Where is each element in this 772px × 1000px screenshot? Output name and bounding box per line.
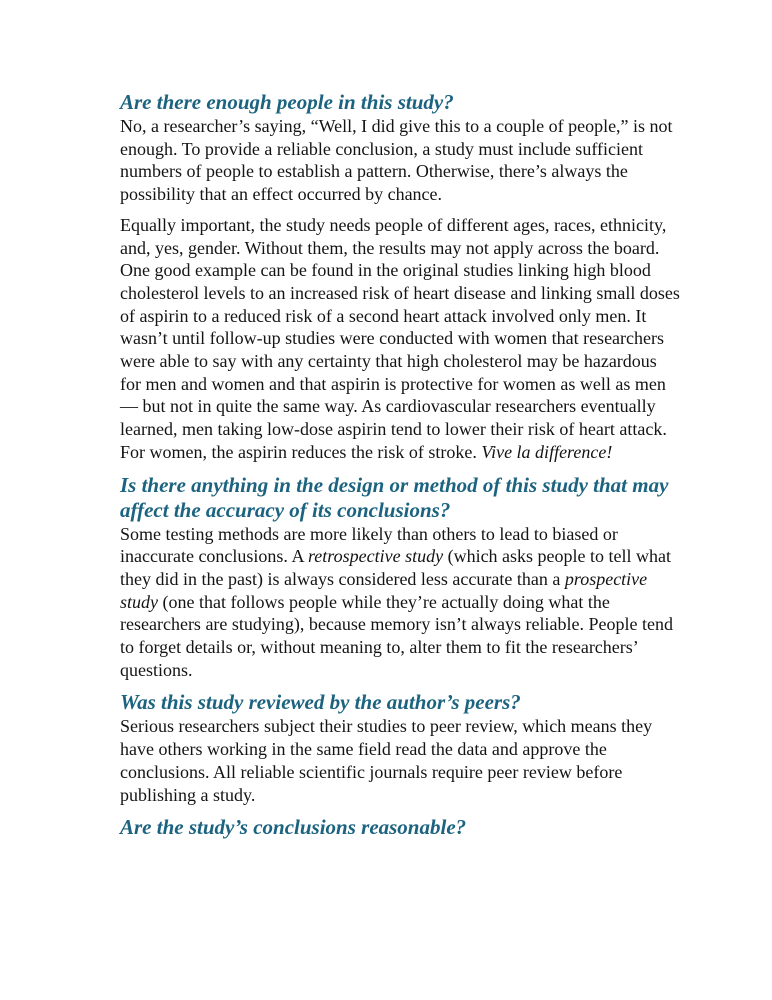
term-prospective-study: prospective study	[120, 568, 648, 612]
paragraph-peer-review: Serious researchers subject their studies to peer review, which means they have others working in the same field read the data and approve the conclusions. All reliable scientific journals require peer review before publishing a study.	[120, 716, 653, 805]
paragraph-design-text-1: Some testing methods are more likely than others to lead to biased or inaccurate conclusions. A	[120, 523, 618, 567]
document-page	[120, 90, 680, 840]
paragraph-diversity	[120, 214, 680, 464]
term-retrospective-study: retrospective study	[307, 546, 444, 567]
paragraph-design-method	[120, 523, 680, 682]
heading-conclusions-reasonable: Are the study’s conclusions reasonable?	[120, 815, 467, 840]
paragraph-design-text-2: (which asks people to tell what they did in the past) is always considered less accurate than a	[120, 546, 672, 589]
paragraph-diversity-text: Equally important, the study needs people of different ages, races, ethnicity, and, yes, gender. Without them, the results may not apply across the board. One good example can be found in the original studies linking high blood cholesterol levels to an increased risk of heart disease and linking small doses of aspirin to a reduced risk of a second heart attack involved only men. It wasn’t until follow-up studies were conducted with women that researchers were able to say with any certainty that high cholesterol may be hazardous for men and women and that aspirin is protective for women as well as men — but not in quite the same way. As cardiovascular researchers eventually learned, men taking low-dose aspirin tend to lower their risk of heart attack. For women, the aspirin reduces the risk of stroke.	[120, 214, 680, 462]
paragraph-design-text-3: (one that follows people while they’re actually doing what the researchers are studying), because memory isn’t always reliable. People tend to forget details or, without meaning to, alter them to fit the researchers’ questions.	[120, 591, 673, 680]
paragraph-diversity-italic: Vive la difference!	[481, 441, 613, 462]
heading-peer-review: Was this study reviewed by the author’s peers?	[120, 690, 521, 715]
heading-enough-people: Are there enough people in this study?	[120, 90, 454, 114]
heading-design-method: Is there anything in the design or method of this study that may affect the accuracy of its conclusions?	[120, 472, 669, 522]
paragraph-enough-people: No, a researcher’s saying, “Well, I did give this to a couple of people,” is not enough. To provide a reliable conclusion, a study must include sufficient numbers of people to establish a pattern. Otherwise, there’s always the possibility that an effect occurred by chance.	[120, 116, 673, 205]
